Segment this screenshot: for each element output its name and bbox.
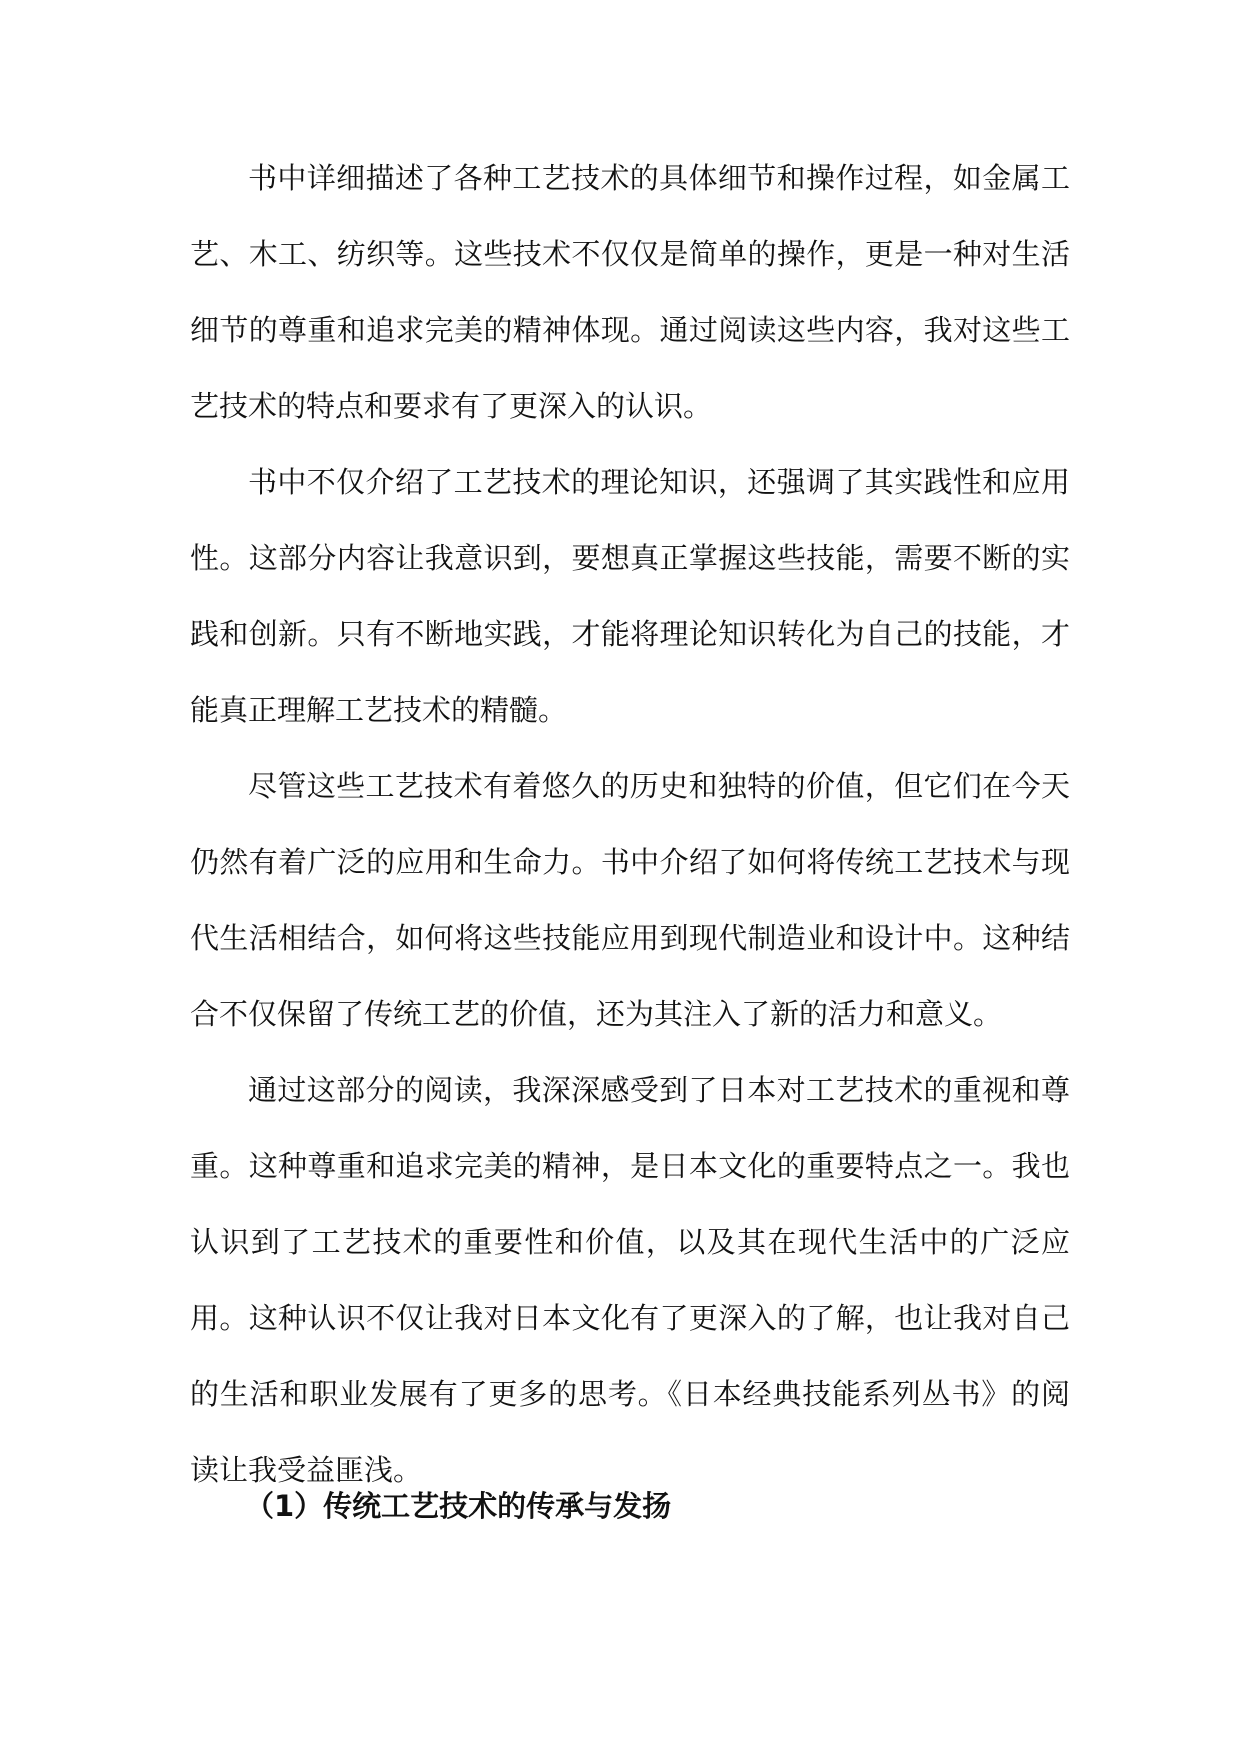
section-heading: （1）传统工艺技术的传承与发扬 [245,1489,672,1523]
paragraph-craft-details: 书中详细描述了各种工艺技术的具体细节和操作过程，如金属工艺、木工、纺织等。这些技术不仅仅是简单的操作，更是一种对生活细节的尊重和追求完美的精神体现。通过阅读这些内容，我对这些工艺技术的特点和要求有了更深入的认识。 [190,161,1070,423]
paragraph-theory-practice: 书中不仅介绍了工艺技术的理论知识，还强调了其实践性和应用性。这部分内容让我意识到，要想真正掌握这些技能，需要不断的实践和创新。只有不断地实践，才能将理论知识转化为自己的技能，才能真正理解工艺技术的精髓。 [190,465,1070,727]
paragraph-modern-application: 尽管这些工艺技术有着悠久的历史和独特的价值，但它们在今天仍然有着广泛的应用和生命力。书中介绍了如何将传统工艺技术与现代生活相结合，如何将这些技能应用到现代制造业和设计中。这种结合不仅保留了传统工艺的价值，还为其注入了新的活力和意义。 [190,769,1070,1031]
paragraph-reflection: 通过这部分的阅读，我深深感受到了日本对工艺技术的重视和尊重。这种尊重和追求完美的精神，是日本文化的重要特点之一。我也认识到了工艺技术的重要性和价值，以及其在现代生活中的广泛应用。这种认识不仅让我对日本文化有了更深入的了解，也让我对自己的生活和职业发展有了更多的思考。《日本经典技能系列丛书》的阅读让我受益匪浅。 [190,1073,1070,1487]
document-body [190,140,1070,1508]
